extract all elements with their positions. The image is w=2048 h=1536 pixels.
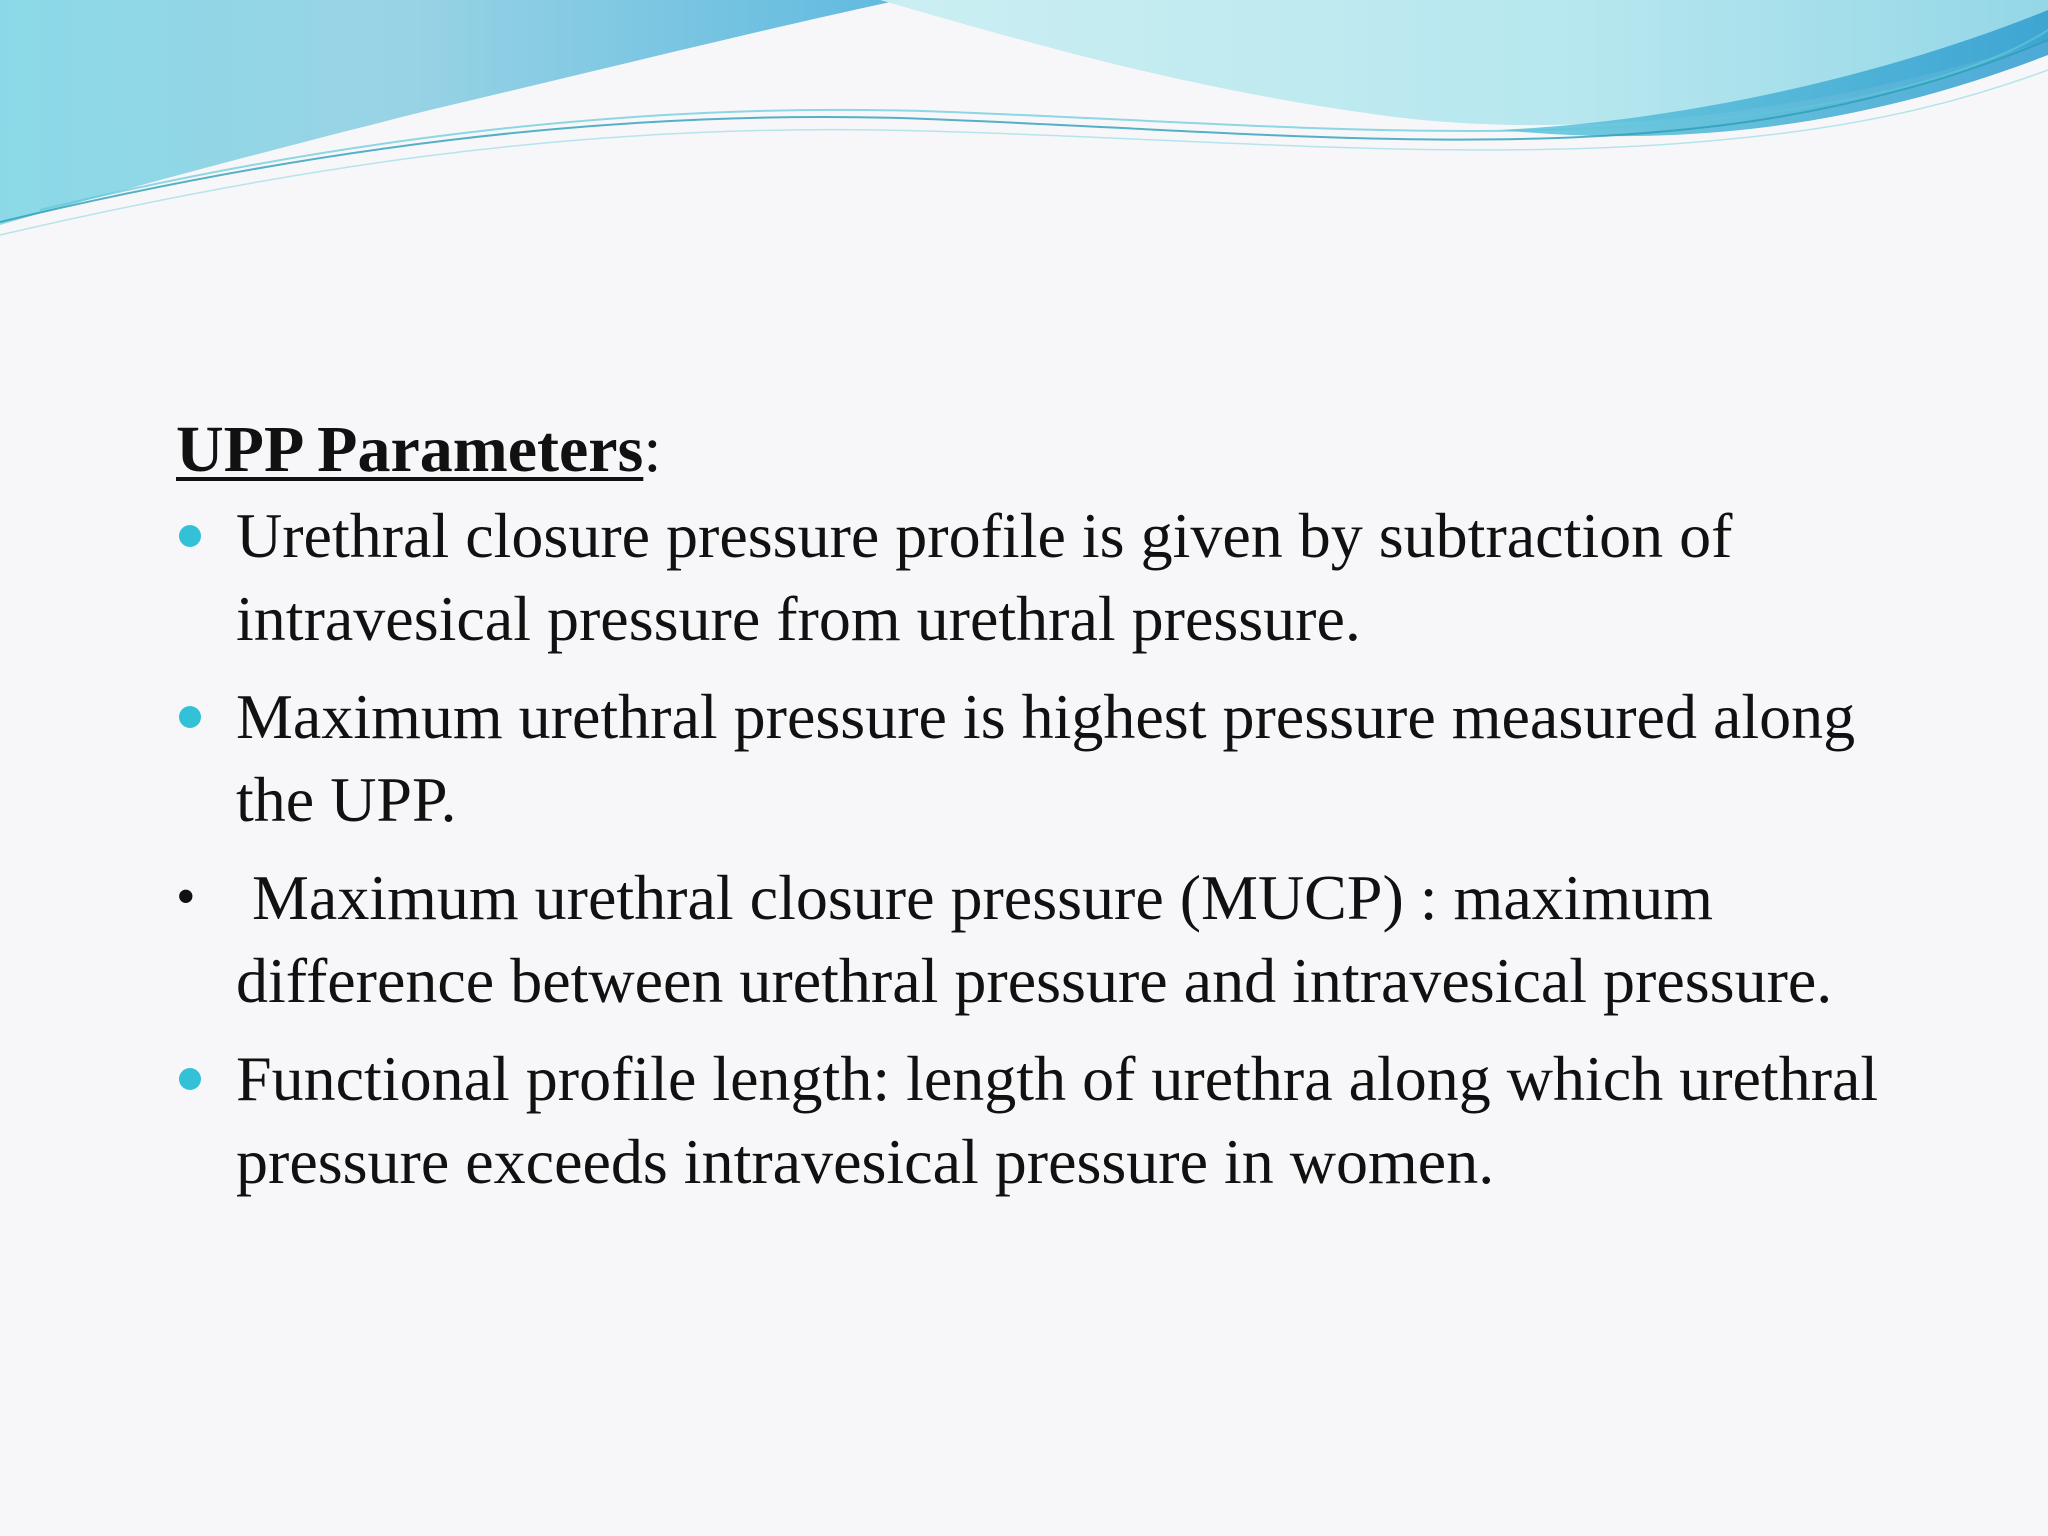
heading-colon: : (643, 413, 662, 486)
bullet-text: Maximum urethral closure pressure (MUCP) : maximum difference between urethral pressure and intravesical pressure. (236, 862, 1833, 1016)
bullet-item-functional-profile-length (176, 1037, 1896, 1203)
bullet-item-closure-pressure-profile (176, 494, 1896, 660)
cyan-bullet-icon (179, 525, 201, 547)
black-bullet-icon: • (176, 866, 196, 928)
bullet-list (176, 494, 1896, 1203)
header-wave-decoration (0, 0, 2048, 240)
heading-title: UPP Parameters (176, 413, 644, 486)
bullet-item-maximum-urethral-pressure (176, 675, 1896, 841)
bullet-text: Maximum urethral pressure is highest pressure measured along the UPP. (236, 681, 1856, 835)
bullet-text: Urethral closure pressure profile is given by subtraction of intravesical pressure from urethral pressure. (236, 500, 1733, 654)
slide-heading (176, 410, 1896, 490)
cyan-bullet-icon (179, 706, 201, 728)
bullet-item-mucp (176, 856, 1896, 1022)
slide-content (176, 410, 1896, 1218)
bullet-text: Functional profile length: length of urethra along which urethral pressure exceeds intravesical pressure in women. (236, 1043, 1879, 1197)
cyan-bullet-icon (179, 1068, 201, 1090)
